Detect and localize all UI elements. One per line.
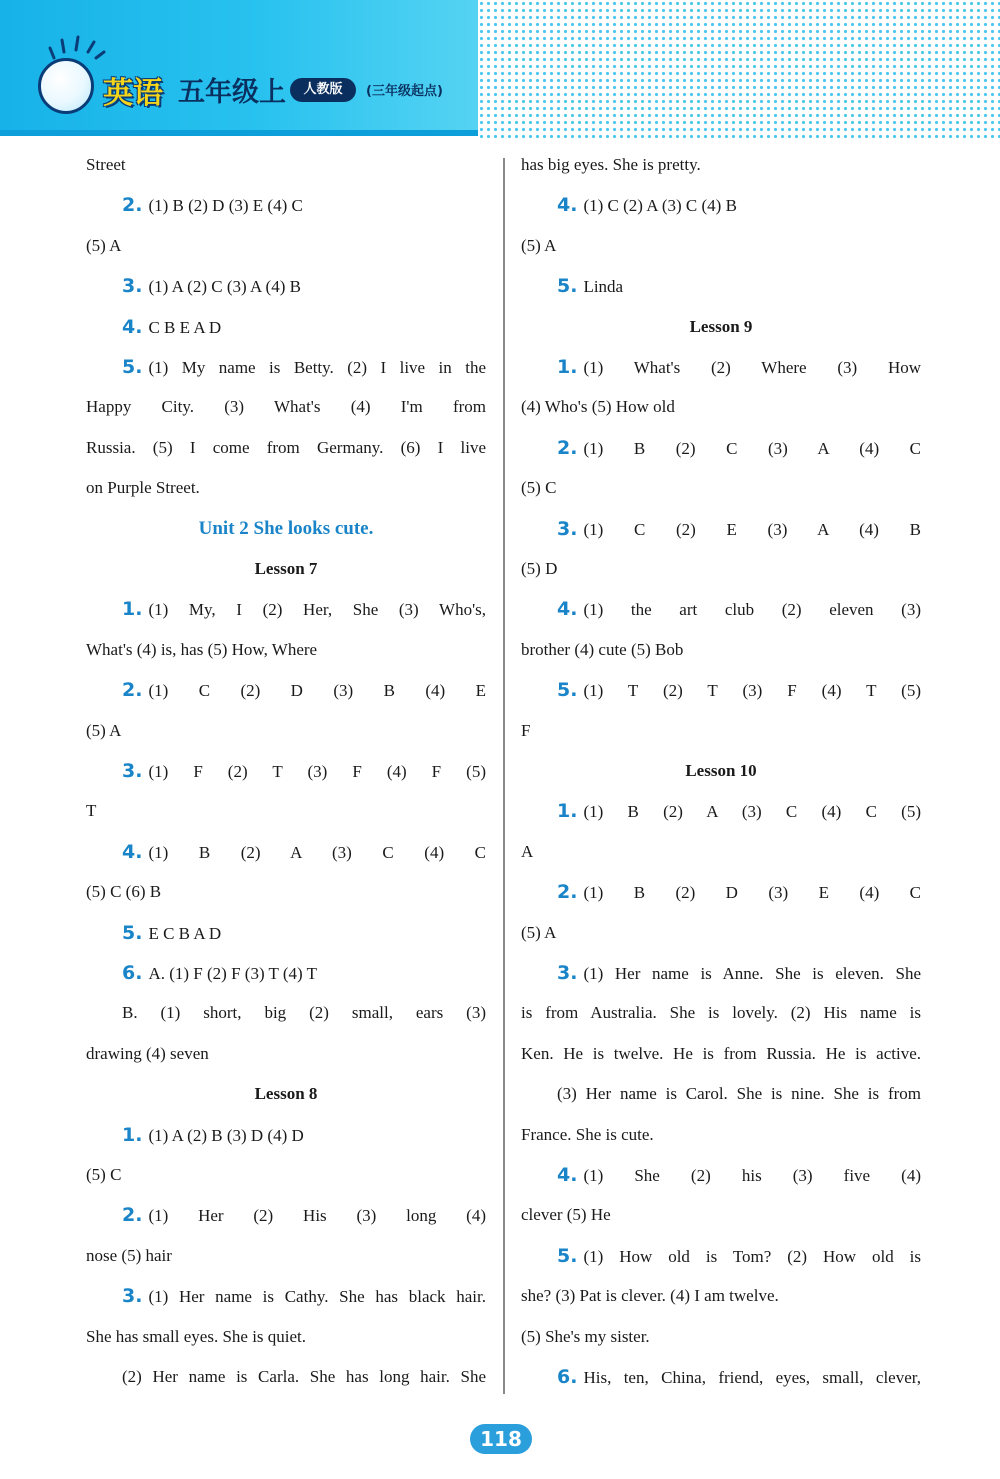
answer-item (557, 514, 921, 544)
answer-text: T (86, 801, 97, 821)
answer-text: C B E A D (148, 317, 222, 337)
question-number: 4. (557, 598, 578, 621)
answer-text: (1) Her name is Anne. She is eleven. She (583, 964, 921, 983)
answer-line (122, 998, 486, 1028)
answer-line (521, 1039, 921, 1069)
answer-text: (1) My name is Betty. (2) I live in the (148, 358, 486, 377)
answer-text: (5) C (6) B (86, 882, 162, 902)
edition-badge: 人教版 (290, 78, 356, 102)
answer-item (122, 756, 486, 786)
answer-text: (1) B (2) A (3) C (4) C (148, 842, 486, 862)
answer-line (86, 635, 317, 665)
answer-text: clever (5) He (521, 1205, 611, 1225)
answer-text: Happy City. (3) What's (4) I'm from (86, 397, 486, 417)
answer-text: (1) F (2) T (3) F (4) F (5) (148, 762, 486, 781)
answer-text: (1) B (2) D (3) E (4) C (148, 196, 303, 216)
answer-text: (1) How old is Tom? (2) How old is (583, 1246, 921, 1266)
answer-line (521, 1120, 654, 1150)
answer-line (86, 877, 161, 907)
answer-text: is from Australia. She is lovely. (2) His name is (521, 1003, 921, 1023)
answer-text: Ken. He is twelve. He is from Russia. He is active. (521, 1043, 921, 1063)
answer-item (122, 958, 317, 988)
answer-item (557, 1160, 921, 1190)
question-number: 4. (122, 315, 143, 338)
answer-line (521, 231, 556, 261)
answer-item (122, 1200, 486, 1230)
answer-text: (1) A (2) B (3) D (4) D (148, 1125, 304, 1145)
question-number: 3. (557, 962, 578, 984)
answer-item (122, 271, 301, 301)
answer-text: drawing (4) seven (86, 1043, 209, 1063)
answer-item (557, 433, 921, 463)
question-number: 2. (557, 881, 578, 904)
answer-text: (5) A (521, 235, 557, 255)
answer-line (86, 473, 200, 503)
question-number: 3. (122, 1285, 143, 1308)
answer-line (557, 1079, 921, 1109)
question-number: 1. (557, 356, 578, 378)
answer-text: (5) She's my sister. (521, 1326, 650, 1346)
answer-text: (1) Her name is Cathy. She has black hair. (148, 1287, 486, 1307)
answer-text: (1) C (2) A (3) C (4) B (583, 196, 737, 216)
answer-line (86, 1039, 209, 1069)
answer-line (86, 150, 126, 180)
subject-title: 英语 (103, 76, 163, 111)
question-number: 3. (122, 275, 143, 298)
question-number: 5. (122, 921, 143, 944)
answer-line (86, 1322, 306, 1352)
answer-text: nose (5) hair (86, 1245, 172, 1265)
question-number: 6. (557, 1366, 578, 1388)
answer-item (122, 837, 486, 867)
question-number: 5. (122, 356, 143, 378)
answer-line (521, 1200, 611, 1230)
answer-text: (5) D (521, 559, 558, 578)
answer-text: (1) T (2) T (3) F (4) T (5) (583, 681, 921, 701)
answer-text: has big eyes. She is pretty. (521, 155, 701, 174)
answer-line (521, 918, 556, 948)
answer-text: E C B A D (148, 923, 222, 943)
answer-line (86, 716, 121, 746)
header-underline (0, 130, 478, 136)
start-grade-note: (三年级起点) (366, 84, 443, 99)
answer-text: (3) Her name is Carol. She is nine. She is from (557, 1084, 921, 1104)
answer-text: (5) C (521, 478, 557, 498)
lesson-heading (86, 554, 486, 584)
lesson-heading (521, 312, 921, 342)
question-number: 5. (557, 679, 578, 702)
answer-item (122, 190, 303, 220)
grade-label: 五年级上 (178, 77, 286, 108)
answer-line (521, 392, 675, 422)
answer-text: (5) A (86, 235, 122, 255)
answer-line (86, 1241, 172, 1271)
answer-text: (1) B (2) C (3) A (4) C (583, 438, 921, 458)
answer-text: Russia. (5) I come from Germany. (6) I live (86, 437, 486, 457)
lesson-title: Lesson 10 (685, 761, 757, 780)
unit-heading (86, 514, 486, 544)
answer-line (122, 1362, 486, 1392)
lesson-title: Lesson 9 (689, 316, 753, 336)
answer-text: She has small eyes. She is quiet. (86, 1326, 307, 1346)
page-number: 118 (470, 1424, 532, 1454)
answer-text: (1) B (2) D (3) E (4) C (583, 883, 921, 903)
lesson-title: Lesson 8 (254, 1084, 318, 1104)
question-number: 4. (557, 194, 578, 217)
answer-text: A (521, 841, 534, 861)
answer-item (557, 352, 921, 382)
lesson-heading (521, 756, 921, 786)
answer-item (557, 675, 921, 705)
answer-text: What's (4) is, has (5) How, Where (86, 639, 318, 659)
question-number: 2. (122, 679, 143, 702)
question-number: 5. (557, 275, 578, 298)
question-number: 1. (122, 1123, 143, 1146)
question-number: 3. (122, 760, 143, 782)
answer-text: she? (3) Pat is clever. (4) I am twelve. (521, 1286, 779, 1306)
answer-text: (1) She (2) his (3) five (4) (583, 1166, 921, 1185)
lesson-heading (86, 1079, 486, 1109)
answer-line (521, 1281, 779, 1311)
answer-text: France. She is cute. (521, 1124, 654, 1144)
answer-text: (1) C (2) E (3) A (4) B (583, 519, 921, 539)
sun-logo-icon (38, 58, 94, 114)
answer-item (557, 594, 921, 624)
answer-item (122, 1120, 304, 1150)
answer-text: (1) Her (2) His (3) long (4) (148, 1206, 486, 1226)
answer-item (557, 877, 921, 907)
answer-line (521, 150, 701, 180)
answer-line (521, 716, 530, 746)
question-number: 1. (557, 800, 578, 823)
answer-line (521, 473, 556, 503)
answer-text: (1) B (2) A (3) C (4) C (5) (583, 802, 921, 822)
answer-item (122, 594, 486, 624)
answer-text: (1) What's (2) Where (3) How (583, 358, 921, 377)
answer-line (86, 392, 486, 422)
answer-line (86, 231, 121, 261)
answer-line (86, 796, 96, 826)
unit-title: Unit 2 She looks cute. (198, 517, 374, 539)
question-number: 3. (557, 517, 578, 540)
answer-text: (5) C (86, 1165, 122, 1184)
answer-line (521, 554, 557, 584)
header-dot-pattern (478, 0, 1000, 140)
lesson-title: Lesson 7 (254, 559, 318, 578)
question-number: 6. (122, 962, 143, 984)
answer-text: A. (1) F (2) F (3) T (4) T (148, 964, 318, 983)
answer-text: (4) Who's (5) How old (521, 397, 675, 417)
question-number: 2. (122, 1204, 143, 1227)
answer-item (122, 312, 221, 342)
column-divider (503, 158, 505, 1394)
answer-line (521, 635, 683, 665)
answer-text: (5) A (86, 720, 122, 740)
answer-text: (1) C (2) D (3) B (4) E (148, 681, 486, 701)
answer-text: (1) A (2) C (3) A (4) B (148, 277, 301, 297)
question-number: 2. (122, 194, 143, 217)
answer-item (557, 1362, 921, 1392)
answer-text: (1) My, I (2) Her, She (3) Who's, (148, 600, 486, 620)
question-number: 4. (557, 1164, 578, 1186)
answer-item (122, 352, 486, 382)
answer-text: brother (4) cute (5) Bob (521, 639, 684, 659)
question-number: 1. (122, 598, 143, 621)
answer-line (86, 433, 486, 463)
question-number: 2. (557, 436, 578, 459)
answer-line (521, 1322, 650, 1352)
page-header (0, 0, 1000, 140)
answer-item (557, 271, 623, 301)
answer-text: His, ten, China, friend, eyes, small, clever, (583, 1368, 921, 1387)
question-number: 5. (557, 1244, 578, 1267)
answer-text: B. (1) short, big (2) small, ears (3) (122, 1003, 486, 1023)
answer-item (557, 1241, 921, 1271)
answer-text: on Purple Street. (86, 478, 200, 498)
answer-item (122, 1281, 486, 1311)
answer-item (557, 796, 921, 826)
answer-text: Linda (583, 277, 624, 297)
answer-item (557, 190, 737, 220)
answer-text: (5) A (521, 922, 557, 942)
answer-text: (1) the art club (2) eleven (3) (583, 600, 921, 620)
answer-line (521, 998, 921, 1028)
answer-line (86, 1160, 121, 1190)
answer-text: (2) Her name is Carla. She has long hair. She (122, 1367, 486, 1386)
answer-text: Street (86, 155, 126, 174)
sun-rays-icon (46, 34, 106, 62)
answer-text: F (521, 720, 531, 740)
answer-item (122, 918, 221, 948)
question-number: 4. (122, 840, 143, 863)
answer-item (557, 958, 921, 988)
answer-item (122, 675, 486, 705)
answer-line (521, 837, 533, 867)
